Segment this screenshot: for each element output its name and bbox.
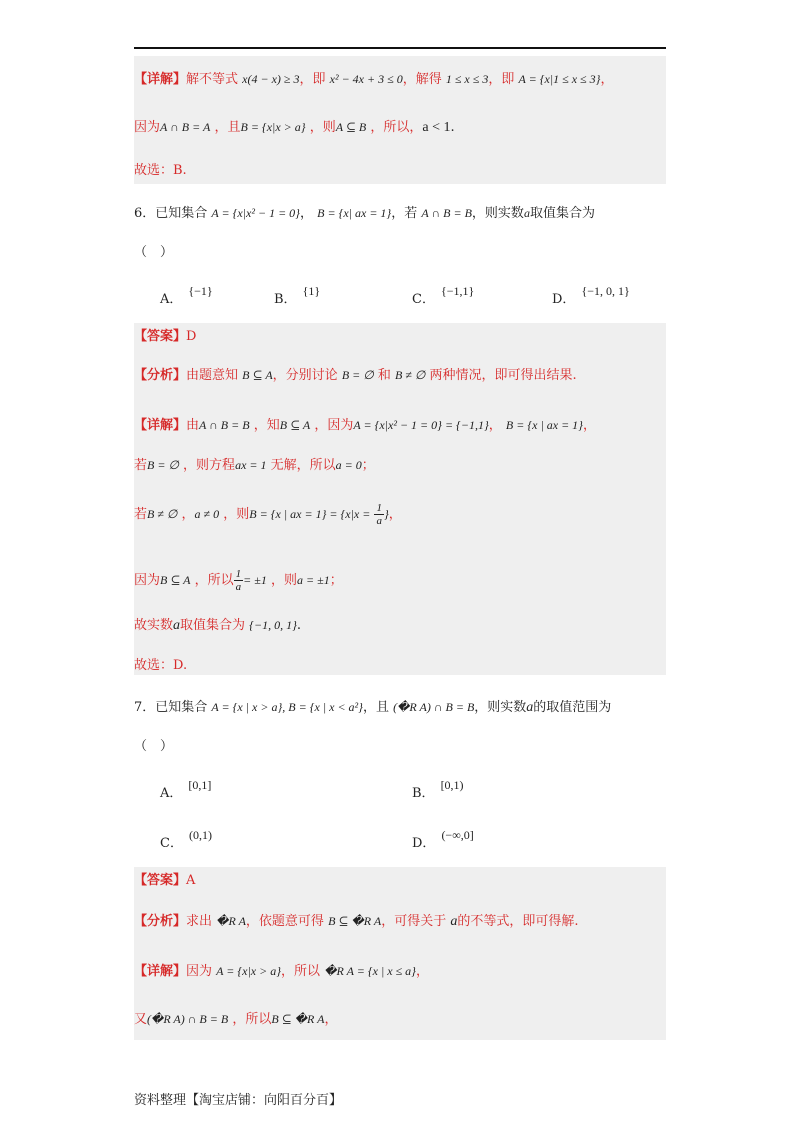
q7-answer: 【答案】A xyxy=(134,873,196,888)
q6-option-d[interactable]: D．{−1, 0, 1} xyxy=(552,284,630,307)
fraction: $\frac{1}{a}$ xyxy=(235,568,242,593)
q7-paren: （ ） xyxy=(134,739,174,754)
q6-option-c[interactable]: C．{−1,1} xyxy=(412,284,475,307)
q7-analysis: 【分析】求出 �R A，依题意可得 B ⊆ �R A，可得关于 a的不等式，即可得解. xyxy=(134,914,579,929)
header-rule xyxy=(134,47,666,49)
detail-tag: 【详解】 xyxy=(134,72,187,87)
q7-detail-line1: 【详解】因为 A = {x|x > a}，所以 �R A = {x | x ≤ a}， xyxy=(134,964,429,979)
q6-stem: 6．已知集合 A = {x|x² − 1 = 0}， B = {x| ax = 1}，若 A ∩ B = B，则实数a取值集合为 xyxy=(134,206,595,221)
q7-option-c[interactable]: C．(0,1) xyxy=(160,828,212,851)
q6-paren: （ ） xyxy=(134,245,174,260)
q7-stem: 7．已知集合 A = {x | x > a}, B = {x | x < a²}，且 (�R A) ∩ B = B，则实数a的取值范围为 xyxy=(134,700,612,715)
q6-option-b[interactable]: B．{1} xyxy=(274,284,321,307)
fraction: $\frac{1}{a}$ xyxy=(376,502,382,527)
q6-detail-line3: 若B ≠ ∅ ，a ≠ 0 ，则B = {x | ax = 1} = {x|x = $\frac{1}{a}$ }， xyxy=(134,502,402,527)
q7-option-b[interactable]: B．[0,1) xyxy=(412,778,464,801)
q6-detail-line4: 因为B ⊆ A ，所以 $\frac{1}{a}$ = ±1 ，则a = ±1； xyxy=(134,568,343,593)
q7-option-a[interactable]: A．[0,1] xyxy=(160,778,212,801)
q7-detail-line2: 又(�R A) ∩ B = B ，所以B ⊆ �R A， xyxy=(134,1012,338,1027)
q6-choice: 故选：D. xyxy=(134,658,188,673)
q5-choice: 故选：B. xyxy=(134,163,187,178)
q6-analysis: 【分析】由题意知 B ⊆ A，分别讨论 B = ∅ 和 B ≠ ∅ 两种情况，即可得出结果. xyxy=(134,368,577,383)
q5-detail-line1: 【详解】解不等式 x(4 − x) ≥ 3，即 x² − 4x + 3 ≤ 0，解得 1 ≤ x ≤ 3，即 A = {x|1 ≤ x ≤ 3}， xyxy=(134,72,614,87)
q6-detail-line2: 若B = ∅ ，则方程ax = 1 无解，所以a = 0； xyxy=(134,458,375,473)
page-footer: 资料整理【淘宝店铺：向阳百分百】 xyxy=(134,1093,343,1108)
q6-option-a[interactable]: A．{−1} xyxy=(160,284,213,307)
q6-detail-line1: 【详解】由A ∩ B = B ，知B ⊆ A ，因为A = {x|x² − 1 = 0} = {−1,1}， B = {x | ax = 1}， xyxy=(134,418,596,433)
q6-answer: 【答案】D xyxy=(134,329,197,344)
q5-detail-line2: 因为A ∩ B = A ，且B = {x|x > a} ，则A ⊆ B ，所以，a < 1. xyxy=(134,120,455,135)
q6-detail-line5: 故实数a取值集合为 {−1, 0, 1}. xyxy=(134,618,302,633)
q7-option-d[interactable]: D．(−∞,0] xyxy=(412,828,474,851)
